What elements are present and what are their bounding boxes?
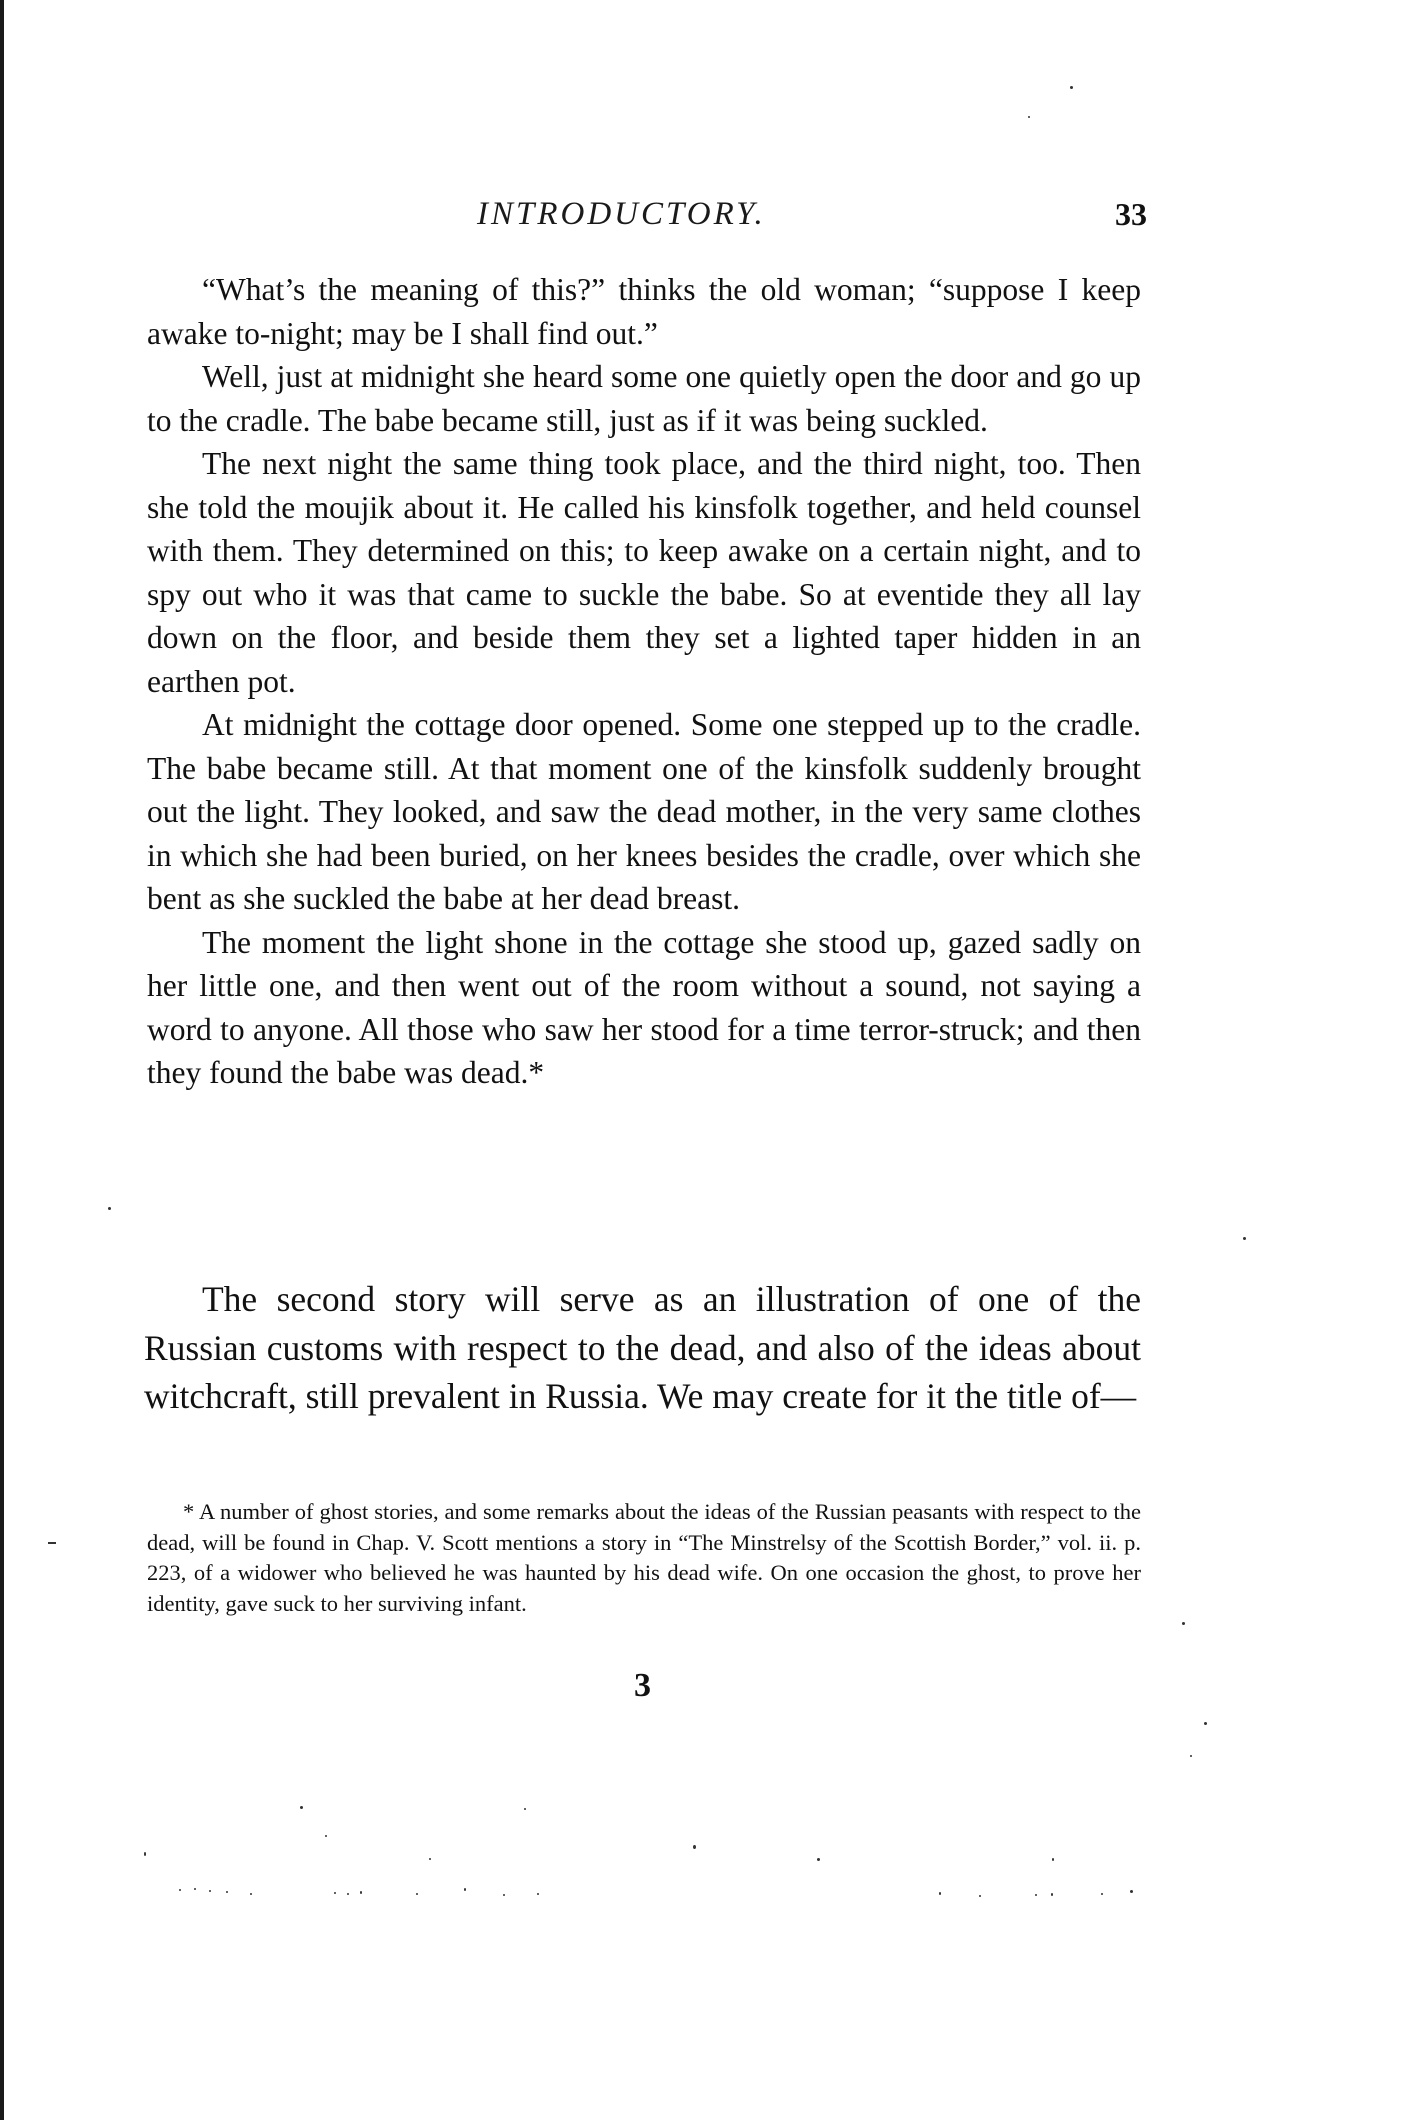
scan-speck	[1243, 1237, 1246, 1240]
scan-speck	[250, 1893, 252, 1895]
paragraph-5: The moment the light shone in the cottage she stood up, gazed sadly on her little one, and then went out of the room without a sound, not saying a word to anyone. All those who saw her stood for a time terror-struck; and then they found the babe was dead.*	[147, 924, 1141, 1090]
scan-speck	[1130, 1890, 1133, 1893]
scan-speck	[1204, 1722, 1207, 1725]
scan-speck	[1028, 116, 1030, 118]
scan-speck	[1070, 86, 1073, 89]
scan-speck	[503, 1894, 505, 1896]
scan-speck	[416, 1893, 418, 1895]
scan-speck	[464, 1888, 466, 1891]
scan-speck	[325, 1835, 327, 1837]
scan-speck	[1052, 1858, 1054, 1861]
scan-speck	[108, 1207, 111, 1210]
scan-speck	[300, 1806, 303, 1809]
scan-speck	[179, 1889, 181, 1891]
scan-speck	[1182, 1622, 1185, 1625]
paragraph-2: Well, just at midnight she heard some one quietly open the door and go up to the cradle. The babe became still, just as if it was being suckled.	[147, 359, 1141, 438]
scan-speck	[537, 1893, 539, 1895]
closing-paragraph: The second story will serve as an illustration of one of the Russian customs with respect to the dead, and also of the ideas about witchcraft, still prevalent in Russia. We may create for it the title of—	[144, 1279, 1141, 1416]
scan-speck	[1051, 1893, 1053, 1896]
scan-speck	[48, 1542, 56, 1544]
scan-speck	[226, 1891, 228, 1893]
scan-speck	[360, 1891, 362, 1894]
page-number: 33	[1115, 196, 1147, 232]
scan-speck	[693, 1845, 696, 1849]
scan-speck	[1101, 1893, 1103, 1895]
scan-speck	[1190, 1755, 1192, 1757]
paragraph-4: At midnight the cottage door opened. Some one stepped up to the cradle. The babe became still. At that moment one of the kinsfolk suddenly brought out the light. They looked, and saw the dead mother, in the very same clothes in which she had been buried, on her knees besides the cradle, over which she bent as she suckled the babe at her dead breast.	[147, 707, 1141, 916]
scan-speck	[524, 1808, 526, 1810]
scan-speck	[209, 1890, 211, 1892]
scan-speck	[334, 1892, 336, 1894]
signature-mark: 3	[634, 1667, 651, 1704]
scan-speck	[347, 1893, 349, 1895]
scan-speck	[939, 1892, 941, 1895]
page-header	[147, 196, 1147, 236]
main-text	[147, 268, 1141, 1095]
scan-speck	[979, 1895, 981, 1897]
running-head: INTRODUCTORY.	[477, 196, 766, 232]
scan-speck	[144, 1852, 146, 1856]
scan-speck	[194, 1888, 196, 1890]
paragraph-3: The next night the same thing took place, and the third night, too. Then she told the moujik about it. He called his kinsfolk together, and held counsel with them. They determined on this; to keep awake on a certain night, and to spy out who it was that came to suckle the babe. So at eventide they all lay down on the floor, and beside them they set a lighted taper hidden in an earthen pot.	[147, 446, 1141, 699]
paragraph-1: “What’s the meaning of this?” thinks the old woman; “suppose I keep awake to-night; may be I shall find out.”	[147, 272, 1141, 351]
scan-speck	[429, 1858, 431, 1860]
scan-speck	[817, 1858, 820, 1861]
footnote: * A number of ghost stories, and some remarks about the ideas of the Russian peasants with respect to the dead, will be found in Chap. V. Scott mentions a story in “The Minstrelsy of the Scottish Border,” vol. ii. p. 223, of a widower who believed he was haunted by his dead wife. On one occasion the ghost, to prove her identity, gave suck to her surviving infant.	[147, 1499, 1141, 1616]
scan-speck	[1035, 1894, 1037, 1896]
